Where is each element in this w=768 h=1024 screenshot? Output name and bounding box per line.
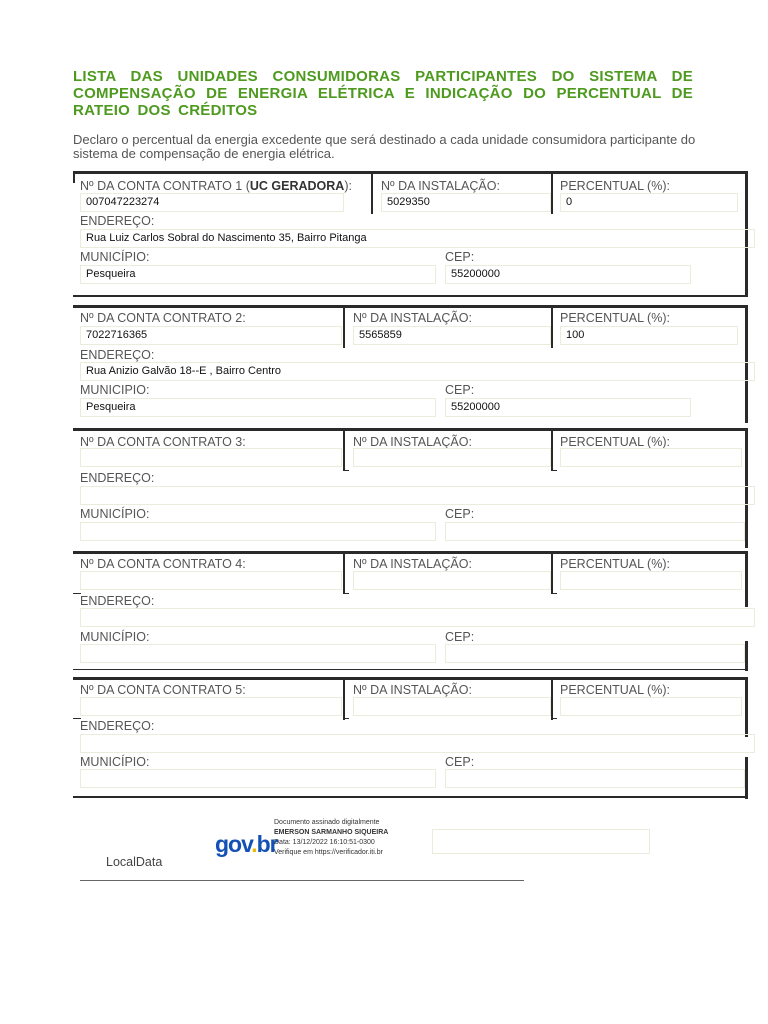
- govbr-logo: gov.br: [215, 831, 278, 857]
- local-data-label: LocalData: [106, 855, 163, 869]
- endereco-label: ENDEREÇO:: [80, 471, 155, 485]
- cep-field[interactable]: [445, 769, 745, 788]
- signature-line: [80, 880, 524, 881]
- percentual-field[interactable]: 100: [560, 326, 738, 345]
- municipio-label: MUNICÍPIO:: [80, 250, 150, 264]
- cep-label: CEP:: [445, 630, 475, 644]
- instalacao-label: Nº DA INSTALAÇÃO:: [353, 435, 472, 449]
- conta-label: Nº DA CONTA CONTRATO 2:: [80, 311, 246, 325]
- percentual-field[interactable]: [560, 697, 742, 716]
- percentual-label: PERCENTUAL (%):: [560, 683, 670, 697]
- municipio-field[interactable]: [80, 644, 436, 663]
- endereco-field[interactable]: [80, 486, 755, 505]
- municipio-label: MUNICÍPIO:: [80, 630, 150, 644]
- endereco-field[interactable]: [80, 734, 755, 753]
- cep-label: CEP:: [445, 507, 475, 521]
- unit-block-1: [73, 171, 748, 299]
- endereco-label: ENDEREÇO:: [80, 348, 155, 362]
- cep-label: CEP:: [445, 755, 475, 769]
- municipio-label: MUNICÍPIO:: [80, 755, 150, 769]
- unit-block-5: [73, 677, 748, 799]
- cep-field[interactable]: [445, 644, 745, 663]
- instalacao-field[interactable]: [353, 571, 551, 590]
- signer-name: EMERSON SARMANHO SIQUEIRA: [274, 829, 389, 836]
- percentual-field[interactable]: [560, 448, 742, 467]
- endereco-field[interactable]: Rua Luiz Carlos Sobral do Nascimento 35, Bairro Pitanga: [80, 229, 755, 248]
- intro-text: Declaro o percentual da energia excedente que será destinado a cada unidade consumidora participante do sistema de compensação de energia elétrica.: [73, 132, 696, 161]
- unit-block-2: [73, 305, 748, 423]
- endereco-label: ENDEREÇO:: [80, 594, 155, 608]
- unit-block-3: [73, 428, 748, 548]
- instalacao-label: Nº DA INSTALAÇÃO:: [353, 557, 472, 571]
- endereco-label: ENDEREÇO:: [80, 214, 155, 228]
- instalacao-label: Nº DA INSTALAÇÃO:: [353, 311, 472, 325]
- instalacao-label: Nº DA INSTALAÇÃO:: [381, 179, 500, 193]
- conta-field[interactable]: [80, 571, 342, 590]
- cep-label: CEP:: [445, 383, 475, 397]
- instalacao-field[interactable]: [353, 448, 551, 467]
- cep-label: CEP:: [445, 250, 475, 264]
- conta-field[interactable]: 7022716365: [80, 326, 342, 345]
- instalacao-field[interactable]: [353, 697, 551, 716]
- conta-label: Nº DA CONTA CONTRATO 5:: [80, 683, 246, 697]
- percentual-label: PERCENTUAL (%):: [560, 557, 670, 571]
- signature-field[interactable]: [432, 829, 650, 854]
- digital-signature: [213, 818, 413, 868]
- signature-date: Data: 13/12/2022 16:10:51-0300: [274, 839, 375, 846]
- endereco-field[interactable]: [80, 608, 755, 627]
- municipio-field[interactable]: [80, 522, 436, 541]
- conta-label: Nº DA CONTA CONTRATO 3:: [80, 435, 246, 449]
- percentual-field[interactable]: [560, 571, 742, 590]
- municipio-field[interactable]: Pesqueira: [80, 398, 436, 417]
- municipio-label: MUNICÍPIO:: [80, 507, 150, 521]
- cep-field[interactable]: [445, 522, 745, 541]
- percentual-field[interactable]: 0: [560, 193, 738, 212]
- municipio-field[interactable]: Pesqueira: [80, 265, 436, 284]
- signature-verify: Verifique em https://verificador.iti.br: [274, 849, 383, 856]
- conta-field[interactable]: [80, 697, 342, 716]
- unit-block-4: [73, 551, 748, 671]
- signature-line1: Documento assinado digitalmente: [274, 819, 380, 826]
- percentual-label: PERCENTUAL (%):: [560, 435, 670, 449]
- instalacao-label: Nº DA INSTALAÇÃO:: [353, 683, 472, 697]
- conta-label: Nº DA CONTA CONTRATO 1 (UC GERADORA):: [80, 179, 352, 193]
- percentual-label: PERCENTUAL (%):: [560, 179, 670, 193]
- cep-field[interactable]: 55200000: [445, 265, 691, 284]
- conta-field[interactable]: [80, 448, 342, 467]
- conta-field[interactable]: 007047223274: [80, 193, 344, 212]
- signature-text: [274, 818, 388, 858]
- page-title: LISTA DAS UNIDADES CONSUMIDORAS PARTICIPANTES DO SISTEMA DE COMPENSAÇÃO DE ENERGIA ELÉTRICA E INDICAÇÃO DO PERCENTUAL DE RATEIO DOS CRÉDITOS: [73, 68, 693, 119]
- instalacao-field[interactable]: 5565859: [353, 326, 551, 345]
- municipio-label: MUNICIPIO:: [80, 383, 150, 397]
- cep-field[interactable]: 55200000: [445, 398, 691, 417]
- endereco-label: ENDEREÇO:: [80, 719, 155, 733]
- percentual-label: PERCENTUAL (%):: [560, 311, 670, 325]
- instalacao-field[interactable]: 5029350: [381, 193, 551, 212]
- conta-label: Nº DA CONTA CONTRATO 4:: [80, 557, 246, 571]
- endereco-field[interactable]: Rua Anizio Galvão 18--E , Bairro Centro: [80, 362, 755, 381]
- municipio-field[interactable]: [80, 769, 436, 788]
